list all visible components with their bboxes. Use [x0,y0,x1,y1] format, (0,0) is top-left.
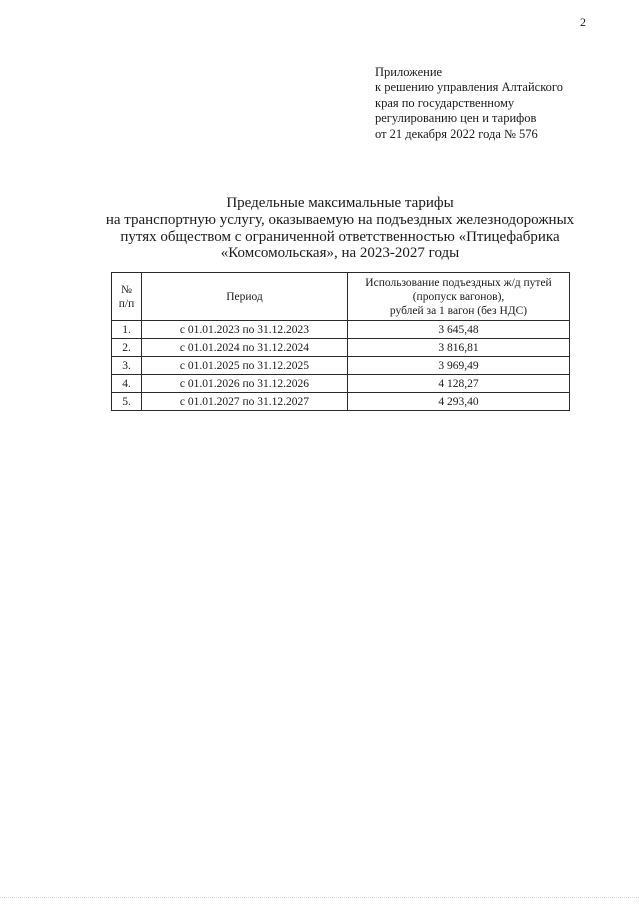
row-value: 4 293,40 [348,393,570,411]
appendix-line: регулированию цен и тарифов [375,111,537,126]
header-num [112,273,142,321]
header-usage-line: (пропуск вагонов), [412,290,505,303]
appendix-line: к решению управления Алтайского [375,80,563,95]
row-period: с 01.01.2026 по 31.12.2026 [142,375,348,393]
appendix-line: края по государственному [375,95,515,110]
row-period: с 01.01.2024 по 31.12.2024 [142,339,348,357]
appendix-line: Приложение [375,65,443,79]
header-usage [348,273,570,321]
appendix-block [375,65,563,142]
page-number: 2 [580,15,586,29]
table-row [112,393,570,411]
row-value: 3 969,49 [348,357,570,375]
row-period: с 01.01.2025 по 31.12.2025 [142,357,348,375]
title-line: «Комсомольская», на 2023-2027 годы [220,245,460,262]
row-value: 3 645,48 [348,321,570,339]
row-num: 3. [112,357,142,375]
row-period: с 01.01.2023 по 31.12.2023 [142,321,348,339]
document-title [100,195,580,262]
header-usage-line: рублей за 1 вагон (без НДС) [389,304,528,317]
header-usage-line: Использование подъездных ж/д путей [365,276,552,289]
title-line: Предельные максимальные тарифы [226,195,454,211]
page-bottom-divider [0,897,639,898]
table-row [112,321,570,339]
table-row [112,339,570,357]
header-period: Период [142,273,348,321]
row-period: с 01.01.2027 по 31.12.2027 [142,393,348,411]
title-line: путях обществом с ограниченной ответственностью «Птицефабрика [120,228,560,245]
table-header-row [112,273,570,321]
row-num: 4. [112,375,142,393]
header-num-line: п/п [118,297,135,310]
row-num: 5. [112,393,142,411]
row-num: 2. [112,339,142,357]
title-line: на транспортную услугу, оказываемую на подъездных железнодорожных [105,211,575,228]
tariff-table [111,272,570,411]
row-value: 4 128,27 [348,375,570,393]
row-num: 1. [112,321,142,339]
header-num-line: № [121,283,132,296]
table-row [112,375,570,393]
row-value: 3 816,81 [348,339,570,357]
table-row [112,357,570,375]
appendix-line: от 21 декабря 2022 года № 576 [375,126,538,141]
